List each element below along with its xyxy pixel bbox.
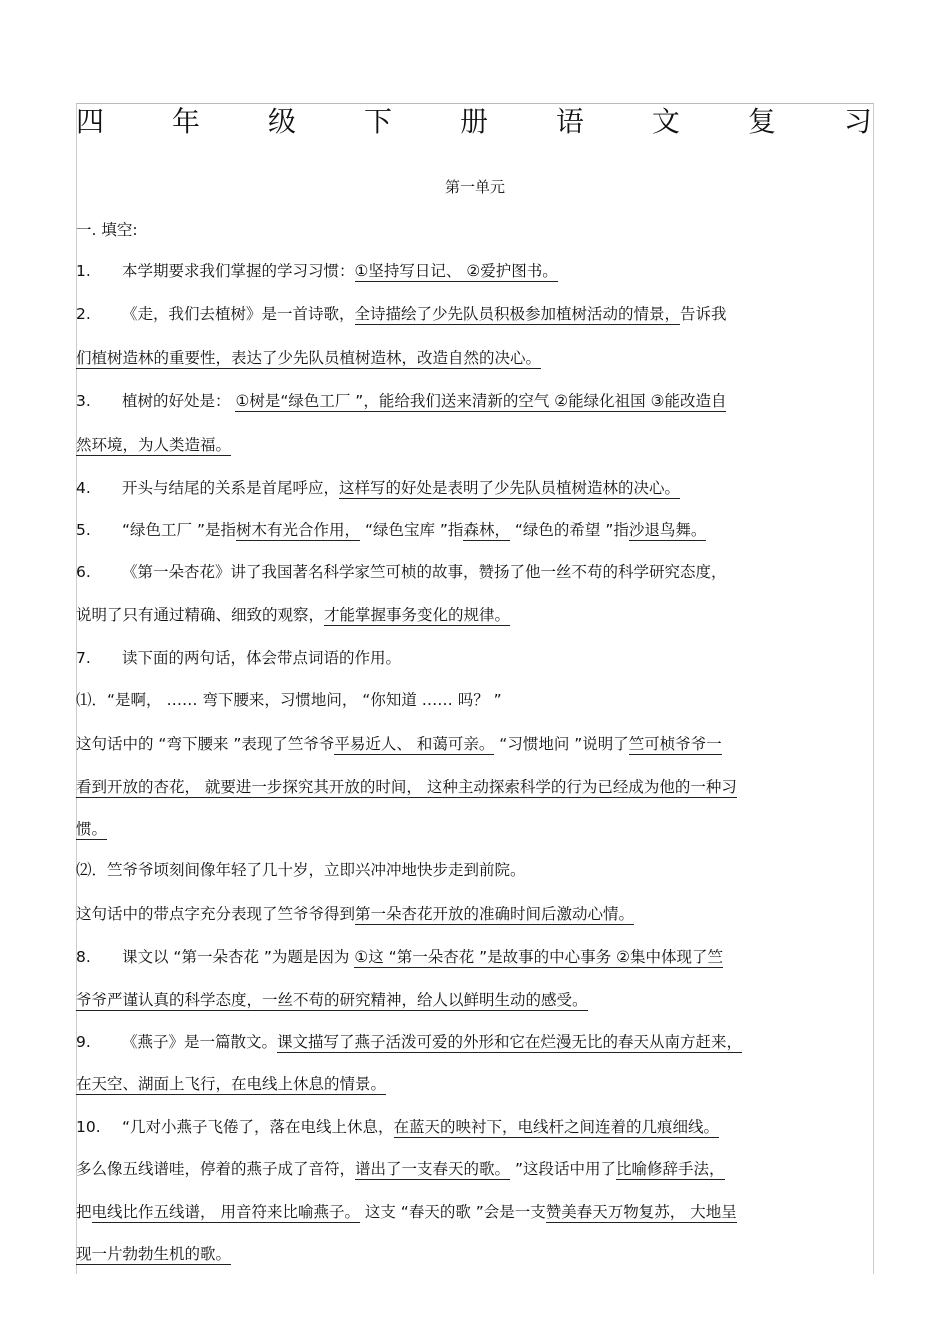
question-text: ⑵．竺爷爷顷刻间像年轻了几十岁，立即兴冲冲地快步走到前院。 — [76, 861, 526, 879]
question-text: 《第一朵杏花》讲了我国著名科学家竺可桢的故事，赞扬了他一丝不苟的科学研究态度， — [122, 563, 727, 581]
answer-text: 全诗描绘了少先队员积极参加植树活动的情景， — [354, 305, 681, 323]
section-heading: 一. 填空: — [76, 221, 138, 239]
exercise-line — [76, 1031, 876, 1053]
answer-text: 爷爷严谨认真的科学态度，一丝不苟的研究精神，给人以鲜明生动的感受。 — [76, 991, 588, 1009]
exercise-line — [76, 1116, 876, 1138]
exercise-line — [76, 477, 876, 499]
exercise-line — [76, 260, 876, 282]
question-text: 读下面的两句话，体会带点词语的作用。 — [122, 649, 402, 667]
title-char: 四 — [76, 105, 105, 138]
exercise-line — [76, 561, 876, 583]
question-text: 这支 “春天的歌 ”会是一支 — [359, 1203, 546, 1221]
exercise-line — [76, 903, 876, 925]
unit-heading: 第一单元 — [444, 178, 505, 196]
answer-text: 平易近人、 和蔼可亲。 — [334, 735, 495, 753]
question-text: 《燕子》是一篇散文。 — [122, 1033, 278, 1051]
question-text: 这句话中的 “弯下腰来 ”表现了竺爷爷 — [76, 735, 335, 753]
item-number: 4. — [76, 479, 91, 497]
item-number: 6. — [76, 563, 91, 581]
answer-text: 赞美春天万物复苏， 大地呈 — [545, 1203, 737, 1221]
answer-text: 课文描写了燕子活泼可爱的外形和它在烂漫无比的春天从南方赶来， — [277, 1033, 743, 1051]
exercise-line — [76, 303, 876, 325]
answer-text: 然环境，为人类造福。 — [76, 436, 232, 454]
question-text: “绿色的希望 ”指 — [509, 521, 629, 539]
item-number: 3. — [76, 392, 91, 410]
question-text: 开头与结尾的关系是首尾呼应， — [122, 479, 340, 497]
exercise-line — [76, 989, 876, 1011]
answer-text: 现一片勃勃生机的歌。 — [76, 1245, 232, 1263]
answer-text: 看到开放的杏花， 就要进一步探究其开放的时间， 这种主动探索科学的行为已经成为他的一种习 — [76, 778, 737, 796]
question-text: “习惯地问 ”说明了 — [494, 735, 629, 753]
title-char: 级 — [267, 105, 296, 138]
question-text: 告诉我 — [680, 305, 727, 323]
answer-text: 惯。 — [76, 820, 108, 838]
question-text: ⑴．“是啊， …… 弯下腰来，习惯地问， “你知道 …… 吗？ ” — [76, 691, 502, 709]
answer-text: 谱出了一支春天的歌。 — [355, 1160, 511, 1178]
item-number: 10. — [76, 1118, 101, 1136]
answer-text: 森林， — [463, 521, 510, 539]
title-char: 册 — [459, 105, 488, 138]
question-text: “绿色工厂 ”是指 — [122, 521, 236, 539]
answer-text: 才能掌握事务变化的规律。 — [324, 606, 511, 624]
question-text: 课文以 “第一朵杏花 ”为题是因为 — [122, 948, 355, 966]
page-title — [76, 100, 872, 136]
exercise-line — [76, 347, 876, 369]
title-char: 年 — [171, 105, 200, 138]
answer-text: 沙退鸟舞。 — [628, 521, 707, 539]
answer-text: 电线比作五线谱， 用音符来比喻燕子。 — [91, 1203, 360, 1221]
question-text: “绿色宝库 ”指 — [360, 521, 464, 539]
exercise-line — [76, 689, 876, 711]
exercise-line — [76, 733, 876, 755]
answer-text: ①坚持写日记、 ②爱护图书。 — [354, 262, 558, 280]
answer-text: 第一朵杏花开放的准确时间后激动心情。 — [355, 905, 635, 923]
answer-text: 在天空、湖面上飞行，在电线上休息的情景。 — [76, 1075, 387, 1093]
question-text: 多么像五线谱哇，停着的燕子成了音符， — [76, 1160, 356, 1178]
title-char: 复 — [747, 105, 776, 138]
question-text: 说明了只有通过精确、细致的观察， — [76, 606, 325, 624]
item-number: 7. — [76, 649, 91, 667]
title-char: 文 — [651, 105, 680, 138]
answer-text: 比喻修辞手法， — [616, 1160, 725, 1178]
exercise-line — [76, 1158, 876, 1180]
question-text: 这句话中的带点字充分表现了竺爷爷得到 — [76, 905, 356, 923]
title-char: 下 — [363, 105, 392, 138]
exercise-line — [76, 1073, 876, 1095]
item-number: 5. — [76, 521, 91, 539]
answer-text: 树木有光合作用， — [236, 521, 361, 539]
item-number: 1. — [76, 262, 91, 280]
answer-text: ①这 “第一朵杏花 ”是故事的中心事务 ②集中体现了竺 — [354, 948, 723, 966]
exercise-line — [76, 1201, 876, 1223]
exercise-line — [76, 1243, 876, 1265]
exercise-line — [76, 390, 876, 412]
item-number: 9. — [76, 1033, 91, 1051]
answer-text: 竺可桢爷爷一 — [628, 735, 722, 753]
exercise-line — [76, 776, 876, 798]
question-text: 《走，我们去植树》是一首诗歌， — [122, 305, 355, 323]
answer-text: 这样写的好处是表明了少先队员植树造林的决心。 — [339, 479, 681, 497]
exercise-line — [76, 946, 876, 968]
question-text: 把 — [76, 1203, 92, 1221]
exercise-line — [76, 434, 876, 456]
item-number: 8. — [76, 948, 91, 966]
exercise-line — [76, 647, 876, 669]
exercise-line — [76, 519, 876, 541]
answer-text: 在蓝天的映衬下，电线杆之间连着的几痕细线。 — [393, 1118, 720, 1136]
title-char: 习 — [843, 105, 872, 138]
exercise-line — [76, 818, 876, 840]
item-number: 2. — [76, 305, 91, 323]
answer-text: ①树是“绿色工厂 ”，能给我们送来清新的空气 ②能绿化祖国 ③能改造自 — [235, 392, 727, 410]
question-text: ”这段话中用了 — [510, 1160, 616, 1178]
title-char: 语 — [555, 105, 584, 138]
exercise-line — [76, 859, 876, 881]
answer-text: 们植树造林的重要性，表达了少先队员植树造林，改造自然的决心。 — [76, 349, 542, 367]
question-text: 本学期要求我们掌握的学习习惯： — [122, 262, 355, 280]
exercise-line — [76, 604, 876, 626]
question-text: 植树的好处是： — [122, 392, 236, 410]
question-text: “几对小燕子飞倦了，落在电线上休息， — [122, 1118, 394, 1136]
